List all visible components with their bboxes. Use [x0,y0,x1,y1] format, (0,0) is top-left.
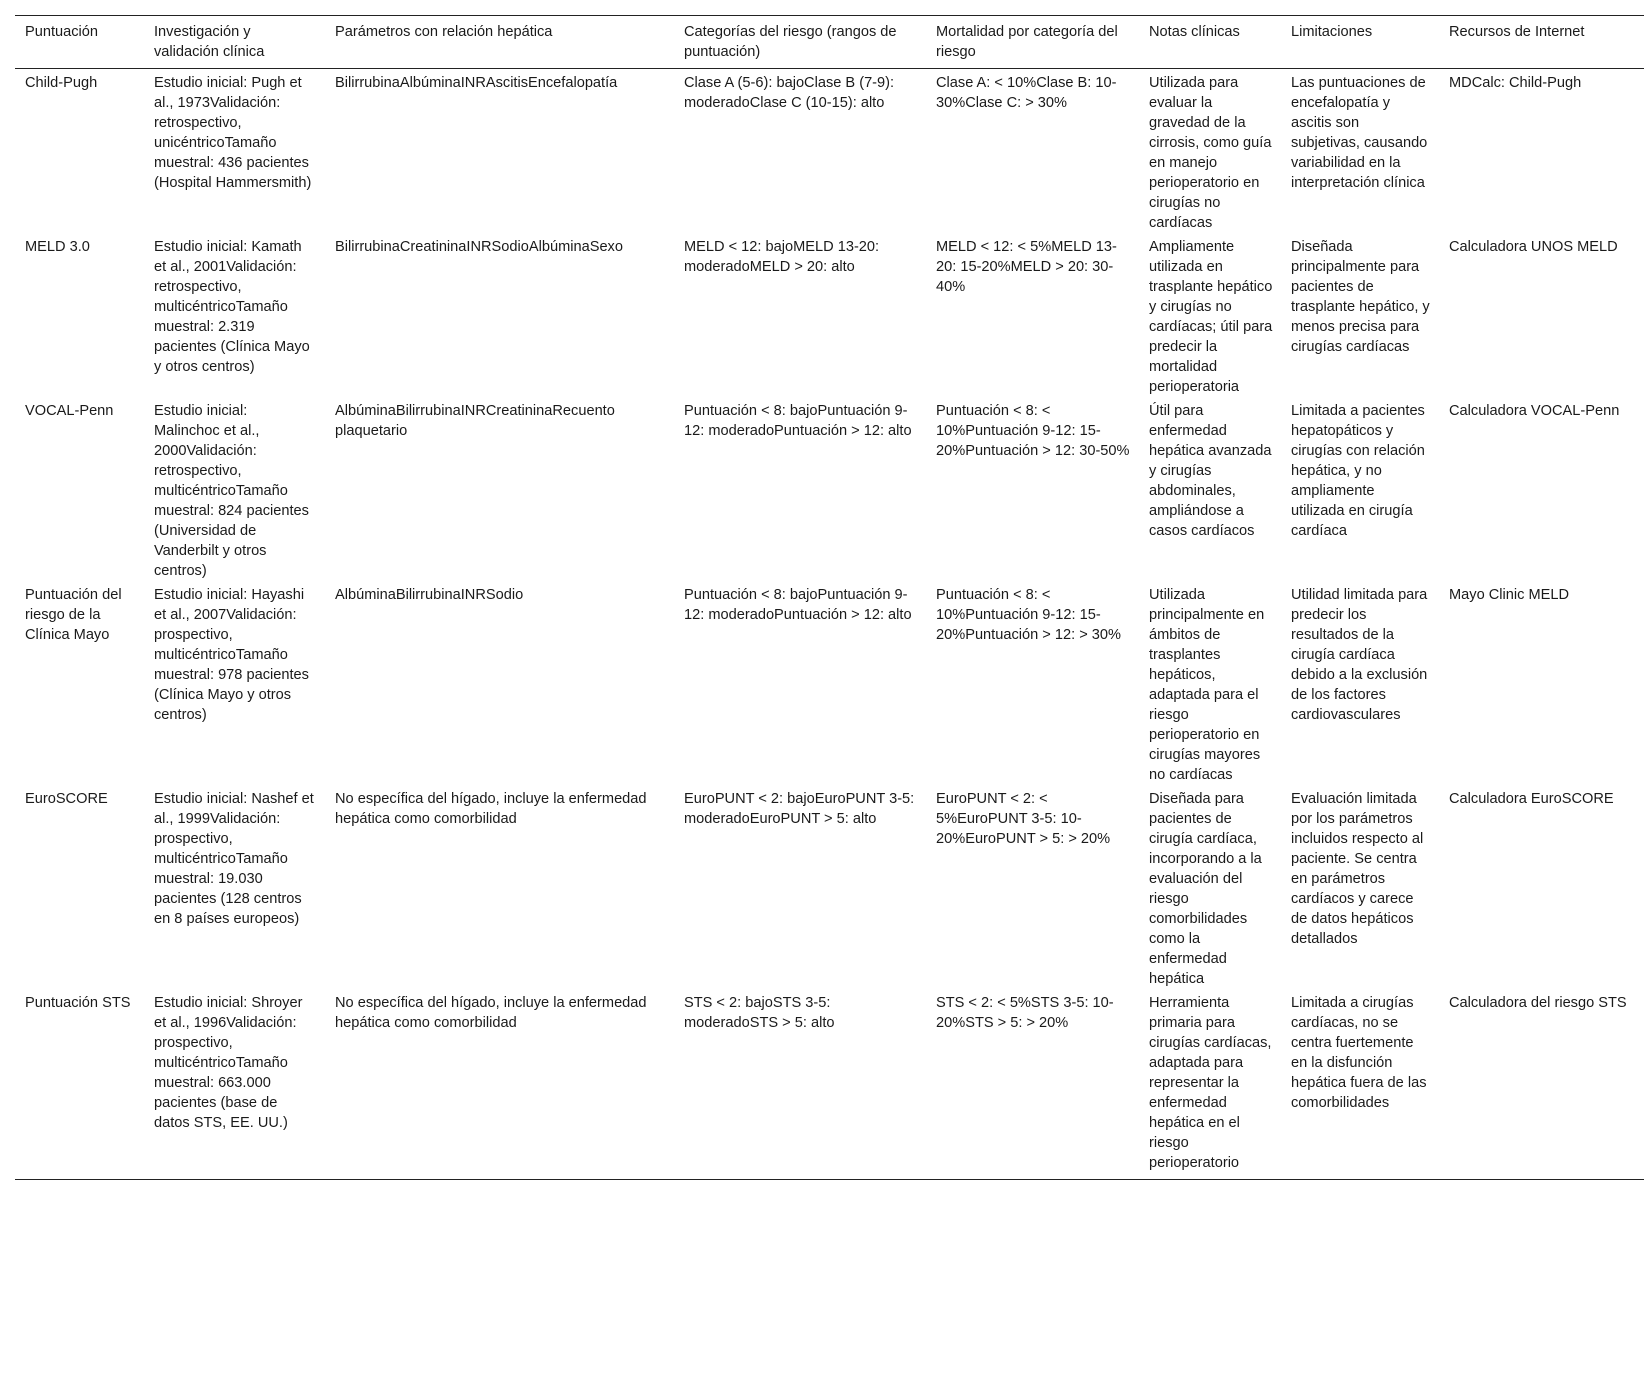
cell-hepatic-parameters: BilirrubinaCreatininaINRSodioAlbúminaSexo [335,239,623,255]
cell-limitations: Las puntuaciones de encefalopatía y ascitis son subjetivas, causando variabilidad en la interpretación clínica [1291,75,1428,191]
column-header-risk-categories: Categorías del riesgo (rangos de puntuación) [684,24,897,60]
cell-risk-categories: Clase A (5-6): bajoClase B (7-9): moderadoClase C (10-15): alto [684,75,895,111]
cell-mortality-by-category: MELD < 12: < 5%MELD 13-20: 15-20%MELD > 20: 30-40% [936,239,1117,295]
cell-mortality-by-category: STS < 2: < 5%STS 3-5: 10-20%STS > 5: > 20% [936,995,1114,1031]
cell-limitations: Diseñada principalmente para pacientes de trasplante hepático, y menos precisa para cirugías cardíacas [1291,239,1430,355]
cell-score: Puntuación del riesgo de la Clínica Mayo [25,587,122,643]
cell-research-validation: Estudio inicial: Kamath et al., 2001Validación: retrospectivo, multicéntricoTamaño muestral: 2.319 pacientes (Clínica Mayo y otros centros) [154,239,310,375]
table-row [15,69,1644,236]
cell-score: EuroSCORE [25,791,108,807]
table-header [15,16,1644,69]
risk-score-table [15,15,1644,1180]
table-row [15,235,1644,399]
cell-limitations: Limitada a cirugías cardíacas, no se centra fuertemente en la disfunción hepática fuera de las comorbilidades [1291,995,1427,1111]
cell-clinical-notes: Diseñada para pacientes de cirugía cardíaca, incorporando a la evaluación del riesgo comorbilidades como la enfermedad hepática [1149,791,1262,987]
table-body [15,69,1644,1180]
cell-research-validation: Estudio inicial: Malinchoc et al., 2000Validación: retrospectivo, multicéntricoTamaño muestral: 824 pacientes (Universidad de Vanderbilt y otros centros) [154,403,309,579]
cell-hepatic-parameters: No específica del hígado, incluye la enfermedad hepática como comorbilidad [335,995,647,1031]
cell-mortality-by-category: Puntuación < 8: < 10%Puntuación 9-12: 15-20%Puntuación > 12: > 30% [936,587,1121,643]
cell-internet-resources: Calculadora EuroSCORE [1449,791,1614,807]
table-row [15,787,1644,991]
cell-limitations: Evaluación limitada por los parámetros incluidos respecto al paciente. Se centra en parámetros cardíacos y carece de datos hepáticos detallados [1291,791,1424,947]
cell-risk-categories: STS < 2: bajoSTS 3-5: moderadoSTS > 5: alto [684,995,835,1031]
column-header-score: Puntuación [25,24,99,40]
cell-research-validation: Estudio inicial: Nashef et al., 1999Validación: prospectivo, multicéntricoTamaño muestral: 19.030 pacientes (128 centros en 8 países europeos) [154,791,314,927]
table-row [15,399,1644,583]
table-row [15,583,1644,787]
column-header-limitations: Limitaciones [1291,24,1373,40]
cell-mortality-by-category: Puntuación < 8: < 10%Puntuación 9-12: 15-20%Puntuación > 12: 30-50% [936,403,1130,459]
column-header-clinical-notes: Notas clínicas [1149,24,1240,40]
cell-research-validation: Estudio inicial: Pugh et al., 1973Validación: retrospectivo, unicéntricoTamaño muestral: 436 pacientes (Hospital Hammersmith) [154,75,312,191]
column-header-mortality-by-category: Mortalidad por categoría del riesgo [936,24,1118,60]
cell-clinical-notes: Útil para enfermedad hepática avanzada y cirugías abdominales, ampliándose a casos cardíacos [1149,403,1272,539]
cell-risk-categories: Puntuación < 8: bajoPuntuación 9-12: moderadoPuntuación > 12: alto [684,587,912,623]
cell-research-validation: Estudio inicial: Hayashi et al., 2007Validación: prospectivo, multicéntricoTamaño muestral: 978 pacientes (Clínica Mayo y otros centros) [154,587,309,723]
cell-hepatic-parameters: BilirrubinaAlbúminaINRAscitisEncefalopatía [335,75,618,91]
cell-internet-resources: Calculadora UNOS MELD [1449,239,1618,255]
cell-score: MELD 3.0 [25,239,90,255]
cell-hepatic-parameters: AlbúminaBilirrubinaINRSodio [335,587,524,603]
cell-limitations: Utilidad limitada para predecir los resultados de la cirugía cardíaca debido a la exclusión de los factores cardiovasculares [1291,587,1428,723]
cell-internet-resources: Mayo Clinic MELD [1449,587,1570,603]
cell-mortality-by-category: EuroPUNT < 2: < 5%EuroPUNT 3-5: 10-20%EuroPUNT > 5: > 20% [936,791,1111,847]
cell-risk-categories: EuroPUNT < 2: bajoEuroPUNT 3-5: moderadoEuroPUNT > 5: alto [684,791,915,827]
cell-hepatic-parameters: AlbúminaBilirrubinaINRCreatininaRecuento plaquetario [335,403,615,439]
cell-mortality-by-category: Clase A: < 10%Clase B: 10-30%Clase C: > 30% [936,75,1117,111]
cell-hepatic-parameters: No específica del hígado, incluye la enfermedad hepática como comorbilidad [335,791,647,827]
cell-risk-categories: Puntuación < 8: bajoPuntuación 9-12: moderadoPuntuación > 12: alto [684,403,912,439]
column-header-hepatic-parameters: Parámetros con relación hepática [335,24,553,40]
header-row [15,16,1644,69]
table-row [15,991,1644,1180]
cell-score: VOCAL-Penn [25,403,114,419]
column-header-internet-resources: Recursos de Internet [1449,24,1585,40]
cell-limitations: Limitada a pacientes hepatopáticos y cirugías con relación hepática, y no ampliamente utilizada en cirugía cardíaca [1291,403,1425,539]
cell-score: Puntuación STS [25,995,131,1011]
column-header-research-validation: Investigación y validación clínica [154,24,265,60]
cell-internet-resources: Calculadora del riesgo STS [1449,995,1627,1011]
cell-internet-resources: Calculadora VOCAL-Penn [1449,403,1620,419]
cell-clinical-notes: Utilizada principalmente en ámbitos de trasplantes hepáticos, adaptada para el riesgo perioperatorio en cirugías mayores no cardíacas [1149,587,1265,783]
cell-score: Child-Pugh [25,75,98,91]
cell-research-validation: Estudio inicial: Shroyer et al., 1996Validación: prospectivo, multicéntricoTamaño muestral: 663.000 pacientes (base de datos STS, EE. UU.) [154,995,303,1131]
cell-clinical-notes: Ampliamente utilizada en trasplante hepático y cirugías no cardíacas; útil para predecir la mortalidad perioperatoria [1149,239,1273,395]
cell-risk-categories: MELD < 12: bajoMELD 13-20: moderadoMELD > 20: alto [684,239,880,275]
cell-clinical-notes: Utilizada para evaluar la gravedad de la cirrosis, como guía en manejo perioperatorio en cirugías no cardíacas [1149,75,1272,231]
cell-clinical-notes: Herramienta primaria para cirugías cardíacas, adaptada para representar la enfermedad hepática en el riesgo perioperatorio [1149,995,1272,1171]
cell-internet-resources: MDCalc: Child-Pugh [1449,75,1582,91]
